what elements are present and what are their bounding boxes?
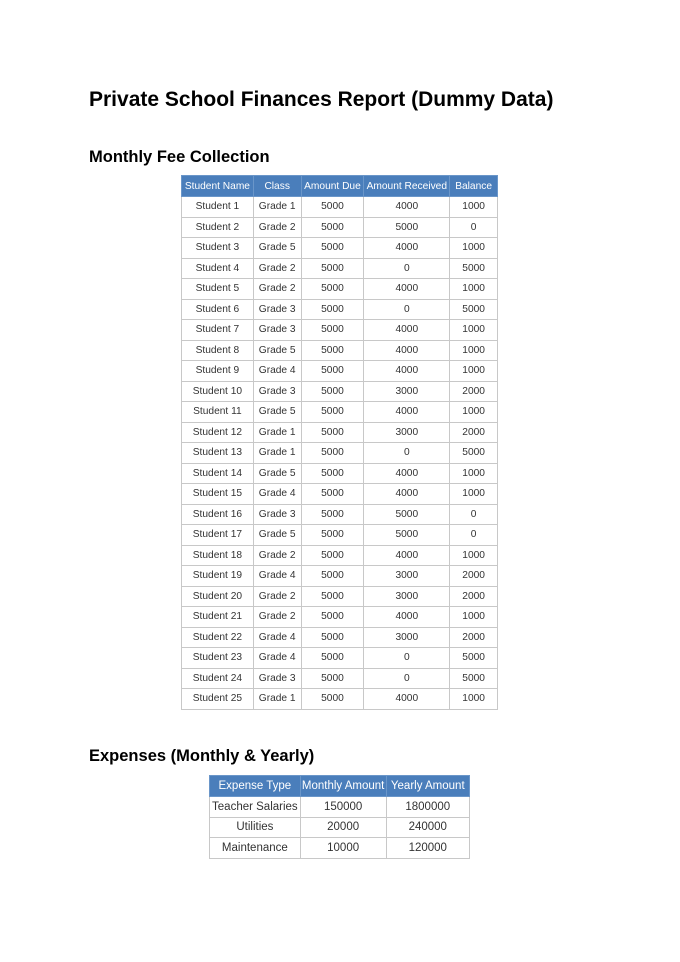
table-cell: Student 9 — [182, 361, 254, 382]
table-cell: 1000 — [450, 689, 498, 710]
table-cell: 5000 — [301, 217, 364, 238]
table-cell: 4000 — [364, 361, 450, 382]
expenses-table — [209, 775, 470, 859]
table-row — [182, 607, 498, 628]
table-cell: 4000 — [364, 463, 450, 484]
table-cell: Student 19 — [182, 566, 254, 587]
table-cell: Student 25 — [182, 689, 254, 710]
table-cell: Student 21 — [182, 607, 254, 628]
table-cell: 1000 — [450, 463, 498, 484]
table-row — [182, 402, 498, 423]
table-cell: 5000 — [450, 668, 498, 689]
table-cell: 1000 — [450, 197, 498, 218]
table-cell: Grade 3 — [253, 381, 301, 402]
table-cell: 5000 — [301, 238, 364, 259]
table-cell: Grade 4 — [253, 627, 301, 648]
table-cell: Student 8 — [182, 340, 254, 361]
table-row — [182, 484, 498, 505]
column-header: Class — [253, 176, 301, 197]
table-cell: Grade 4 — [253, 566, 301, 587]
table-cell: 2000 — [450, 627, 498, 648]
table-cell: 5000 — [301, 648, 364, 669]
table-cell: Grade 2 — [253, 258, 301, 279]
column-header: Balance — [450, 176, 498, 197]
table-cell: Student 18 — [182, 545, 254, 566]
table-cell: 1800000 — [386, 797, 469, 818]
table-cell: 5000 — [301, 504, 364, 525]
page-title: Private School Finances Report (Dummy Data) — [89, 88, 554, 111]
table-cell: Student 14 — [182, 463, 254, 484]
table-cell: 1000 — [450, 361, 498, 382]
table-cell: 1000 — [450, 279, 498, 300]
table-cell: 4000 — [364, 545, 450, 566]
table-cell: Grade 3 — [253, 504, 301, 525]
table-cell: 1000 — [450, 607, 498, 628]
table-cell: Student 7 — [182, 320, 254, 341]
table-cell: Grade 4 — [253, 648, 301, 669]
table-cell: Teacher Salaries — [210, 797, 301, 818]
table-cell: 0 — [364, 258, 450, 279]
table-cell: 5000 — [301, 545, 364, 566]
column-header: Monthly Amount — [300, 776, 386, 797]
table-cell: 2000 — [450, 586, 498, 607]
table-cell: 5000 — [450, 258, 498, 279]
table-row — [182, 258, 498, 279]
table-cell: Grade 5 — [253, 402, 301, 423]
table-cell: Grade 5 — [253, 525, 301, 546]
table-cell: Grade 2 — [253, 586, 301, 607]
table-cell: Grade 1 — [253, 443, 301, 464]
table-row — [182, 689, 498, 710]
table-cell: 1000 — [450, 545, 498, 566]
table-row — [182, 545, 498, 566]
table-cell: 5000 — [301, 340, 364, 361]
table-cell: 5000 — [301, 422, 364, 443]
table-row — [182, 668, 498, 689]
table-header-row — [210, 776, 470, 797]
table-cell: Student 15 — [182, 484, 254, 505]
table-cell: 3000 — [364, 566, 450, 587]
table-cell: Student 13 — [182, 443, 254, 464]
table-cell: 4000 — [364, 238, 450, 259]
table-cell: Grade 4 — [253, 361, 301, 382]
table-row — [182, 217, 498, 238]
table-cell: Student 11 — [182, 402, 254, 423]
table-row — [182, 443, 498, 464]
table-row — [182, 197, 498, 218]
table-cell: 5000 — [301, 443, 364, 464]
table-cell: 4000 — [364, 402, 450, 423]
table-cell: 5000 — [301, 566, 364, 587]
table-cell: 5000 — [301, 689, 364, 710]
table-cell: Grade 5 — [253, 340, 301, 361]
expense-section-heading: Expenses (Monthly & Yearly) — [89, 747, 315, 765]
table-cell: 5000 — [301, 299, 364, 320]
table-cell: 5000 — [301, 627, 364, 648]
table-cell: Student 3 — [182, 238, 254, 259]
table-cell: Maintenance — [210, 838, 301, 859]
table-row — [182, 422, 498, 443]
table-cell: 0 — [364, 668, 450, 689]
table-cell: Student 23 — [182, 648, 254, 669]
table-cell: 5000 — [364, 217, 450, 238]
table-row — [182, 238, 498, 259]
table-cell: 240000 — [386, 817, 469, 838]
table-cell: 0 — [450, 525, 498, 546]
table-row — [210, 817, 470, 838]
table-row — [182, 627, 498, 648]
table-cell: Student 20 — [182, 586, 254, 607]
table-row — [182, 299, 498, 320]
table-row — [182, 463, 498, 484]
table-cell: Utilities — [210, 817, 301, 838]
table-cell: 1000 — [450, 484, 498, 505]
table-row — [182, 566, 498, 587]
table-cell: Grade 2 — [253, 279, 301, 300]
table-cell: 4000 — [364, 484, 450, 505]
table-row — [182, 504, 498, 525]
table-row — [182, 279, 498, 300]
table-row — [182, 648, 498, 669]
table-cell: 4000 — [364, 279, 450, 300]
table-cell: 5000 — [450, 443, 498, 464]
table-cell: Student 5 — [182, 279, 254, 300]
table-cell: 5000 — [450, 299, 498, 320]
table-cell: Grade 1 — [253, 689, 301, 710]
table-cell: Student 17 — [182, 525, 254, 546]
table-cell: 0 — [450, 217, 498, 238]
table-cell: Student 10 — [182, 381, 254, 402]
column-header: Amount Received — [364, 176, 450, 197]
table-cell: 5000 — [301, 484, 364, 505]
table-cell: 3000 — [364, 422, 450, 443]
table-cell: 5000 — [364, 504, 450, 525]
table-cell: Student 6 — [182, 299, 254, 320]
table-header-row — [182, 176, 498, 197]
table-cell: Grade 3 — [253, 668, 301, 689]
table-cell: 5000 — [301, 586, 364, 607]
table-cell: Student 22 — [182, 627, 254, 648]
table-cell: Student 16 — [182, 504, 254, 525]
table-cell: 0 — [364, 648, 450, 669]
table-row — [210, 838, 470, 859]
table-cell: Grade 2 — [253, 607, 301, 628]
table-cell: 1000 — [450, 238, 498, 259]
table-cell: 5000 — [301, 668, 364, 689]
table-cell: 150000 — [300, 797, 386, 818]
table-cell: 120000 — [386, 838, 469, 859]
table-cell: 5000 — [301, 197, 364, 218]
table-cell: Student 4 — [182, 258, 254, 279]
table-cell: Student 24 — [182, 668, 254, 689]
table-cell: Grade 4 — [253, 484, 301, 505]
table-cell: Grade 3 — [253, 320, 301, 341]
table-cell: 5000 — [450, 648, 498, 669]
fee-collection-table — [181, 175, 498, 710]
table-cell: Student 12 — [182, 422, 254, 443]
table-cell: 2000 — [450, 381, 498, 402]
table-cell: 3000 — [364, 586, 450, 607]
table-cell: Grade 1 — [253, 197, 301, 218]
table-cell: 4000 — [364, 340, 450, 361]
column-header: Yearly Amount — [386, 776, 469, 797]
table-row — [182, 340, 498, 361]
table-cell: 5000 — [301, 525, 364, 546]
table-row — [182, 586, 498, 607]
table-row — [182, 525, 498, 546]
table-cell: Grade 3 — [253, 299, 301, 320]
table-cell: 5000 — [301, 381, 364, 402]
table-cell: Student 2 — [182, 217, 254, 238]
table-row — [182, 381, 498, 402]
table-row — [182, 361, 498, 382]
table-cell: 10000 — [300, 838, 386, 859]
table-cell: 4000 — [364, 320, 450, 341]
table-cell: 2000 — [450, 566, 498, 587]
table-cell: 5000 — [301, 361, 364, 382]
table-cell: 5000 — [364, 525, 450, 546]
table-cell: 4000 — [364, 689, 450, 710]
table-cell: Grade 5 — [253, 238, 301, 259]
table-cell: 5000 — [301, 279, 364, 300]
table-cell: 1000 — [450, 402, 498, 423]
table-cell: 1000 — [450, 340, 498, 361]
table-cell: 5000 — [301, 258, 364, 279]
table-cell: 0 — [364, 299, 450, 320]
table-cell: 5000 — [301, 607, 364, 628]
column-header: Expense Type — [210, 776, 301, 797]
table-cell: 5000 — [301, 320, 364, 341]
table-cell: 1000 — [450, 320, 498, 341]
table-cell: 3000 — [364, 381, 450, 402]
table-row — [182, 320, 498, 341]
table-row — [210, 797, 470, 818]
column-header: Student Name — [182, 176, 254, 197]
table-cell: Grade 2 — [253, 545, 301, 566]
table-cell: 5000 — [301, 463, 364, 484]
table-cell: 20000 — [300, 817, 386, 838]
table-cell: 4000 — [364, 607, 450, 628]
fee-section-heading: Monthly Fee Collection — [89, 148, 270, 166]
table-cell: Grade 5 — [253, 463, 301, 484]
column-header: Amount Due — [301, 176, 364, 197]
table-cell: Student 1 — [182, 197, 254, 218]
table-cell: 0 — [450, 504, 498, 525]
table-cell: 3000 — [364, 627, 450, 648]
table-cell: Grade 1 — [253, 422, 301, 443]
table-cell: Grade 2 — [253, 217, 301, 238]
table-cell: 4000 — [364, 197, 450, 218]
table-cell: 0 — [364, 443, 450, 464]
table-cell: 2000 — [450, 422, 498, 443]
table-cell: 5000 — [301, 402, 364, 423]
